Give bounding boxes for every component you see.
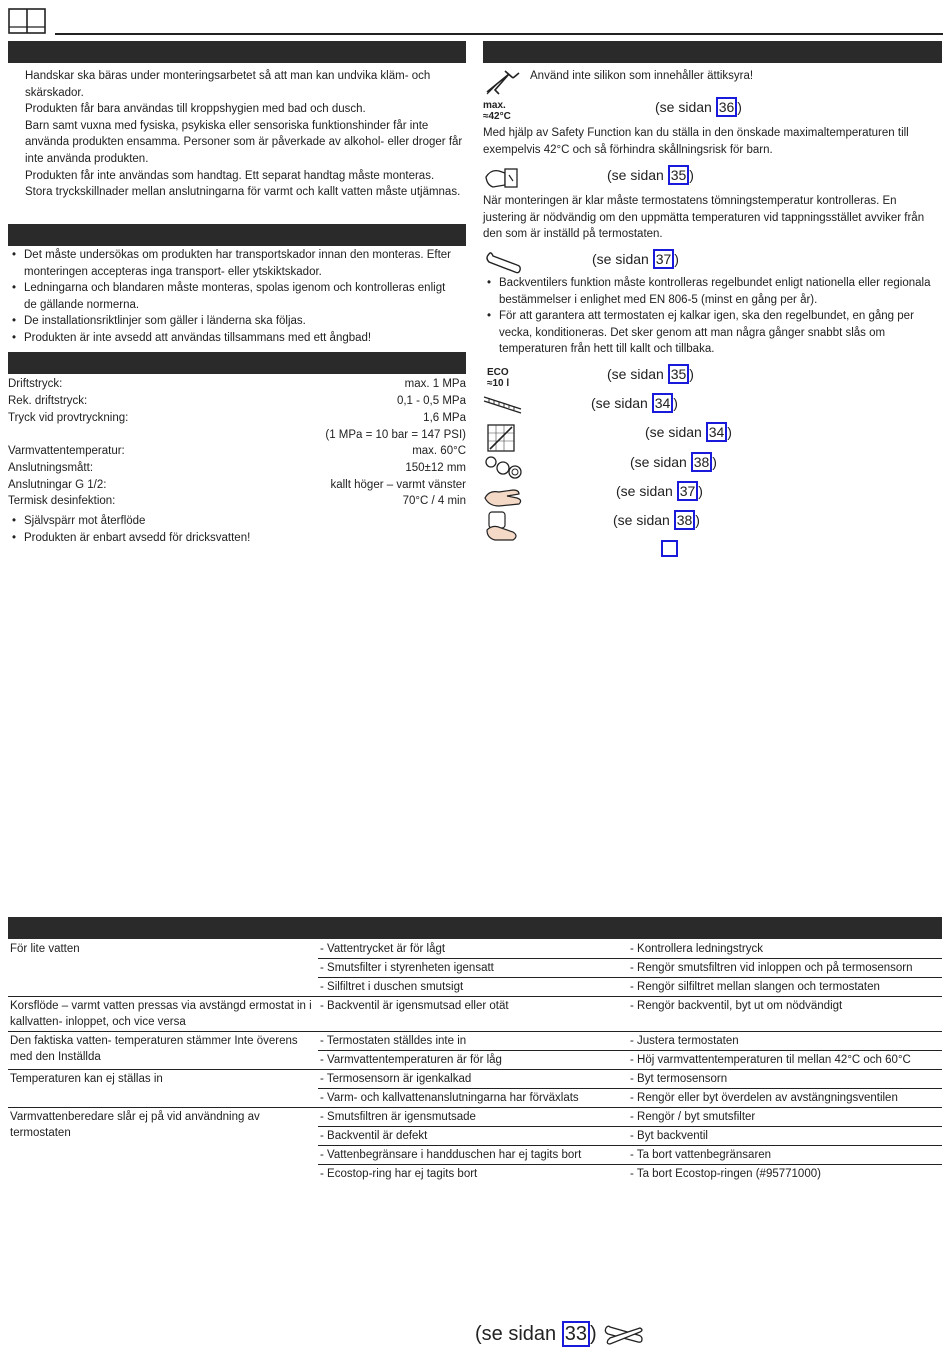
wrench-icon (483, 250, 523, 276)
tech-row: Termisk desinfektion: 70°C / 4 min (8, 495, 466, 507)
tech-bullet: • Självspärr mot återflöde (8, 513, 458, 530)
tech-row: Rek. driftstryck: 0,1 - 0,5 MPa (8, 395, 466, 407)
remedy-cell: - Höj varmvattentemperaturen til mellan 42°C och 60°C (628, 1051, 942, 1070)
see-page-ref: (se sidan 38 ) (630, 454, 717, 470)
cause-cell: - Smutsfiltren är igensmutsade (318, 1108, 628, 1127)
tech-row: Varmvattentemperatur: max. 60°C (8, 445, 466, 457)
page-link[interactable]: 34 (652, 393, 674, 413)
safety-paragraph: Handskar ska bäras under monteringsarbetet så att man kan undvika kläm- och skärskador. (25, 70, 431, 99)
cause-cell: - Ecostop-ring har ej tagits bort (318, 1165, 628, 1184)
table-row (8, 1032, 942, 1051)
see-page-ref: (se sidan 34 ) (645, 424, 732, 440)
thermostat-adjust-icon (483, 163, 519, 193)
silicone-note: Använd inte silikon som innehåller ättiksyra! (530, 70, 754, 82)
table-row (8, 1070, 942, 1089)
tech-row: Anslutningar G 1/2: kallt höger – varmt vänster (8, 479, 466, 491)
section-bar-technical (8, 352, 466, 374)
tech-row: Driftstryck: max. 1 MPa (8, 378, 466, 390)
table-row (8, 940, 942, 959)
remedy-cell: - Ta bort vattenbegränsaren (628, 1146, 942, 1165)
symptom-cell: Korsflöde – varmt vatten pressas via avstängd ermostat in i kallvatten- inloppet, och vice versa (8, 997, 318, 1032)
max-temperature-icon: max. ≈42°C (483, 100, 511, 122)
cause-cell: - Vattenbegränsare i handduschen har ej tagits bort (318, 1146, 628, 1165)
cause-cell: - Termostaten ställdes inte in (318, 1032, 628, 1051)
measurement-ruler-icon (483, 395, 523, 417)
section-bar-notes (483, 41, 942, 63)
page-link[interactable]: 36 (716, 97, 738, 117)
remedy-cell: - Kontrollera ledningstryck (630, 943, 763, 955)
remedy-cell: - Byt backventil (628, 1127, 942, 1146)
header-rule (55, 33, 943, 35)
installation-bullet: • Det måste undersökas om produkten har transportskador innan den monteras. Efter monteringen accepteras inga transport- eller ytskiktskador. (8, 247, 458, 280)
remedy-cell: - Rengör silfiltret mellan slangen och termostaten (628, 978, 942, 997)
table-row (8, 997, 942, 1032)
remedy-cell: - Ta bort Ecostop-ringen (#95771000) (628, 1165, 942, 1184)
remedy-cell: - Justera termostaten (628, 1032, 942, 1051)
page-link[interactable]: 33 (562, 1321, 590, 1347)
tech-row: Anslutningsmått: 150±12 mm (8, 462, 466, 474)
installation-bullet: • De installationsriktlinjer som gäller i länderna ska följas. (8, 313, 458, 330)
eco-icon: ECO ≈10 l (487, 367, 510, 389)
remedy-cell: - Rengör backventil, byt ut om nödvändigt (628, 997, 942, 1032)
page-link[interactable]: 34 (706, 422, 728, 442)
safety-paragraph: Stora tryckskillnader mellan anslutningarna för varmt och kallt vatten måste utjämnas. (25, 186, 461, 199)
spare-parts-icon (483, 454, 523, 480)
symptom-cell: Den faktiska vatten- temperaturen stämmer Inte överens med den Inställda (8, 1032, 318, 1070)
safety-section (25, 68, 465, 201)
installation-bullet: • Produkten är inte avsedd att användas tillsammans med ett ångbad! (8, 330, 458, 347)
see-page-ref: (se sidan 37 ) (592, 251, 679, 267)
installation-bullet: • Ledningarna och blandaren måste monteras, spolas igenom och kontrolleras enligt de gällande normerna. (8, 280, 458, 313)
table-row (8, 1108, 942, 1127)
safety-paragraph: Barn samt vuxna med fysiska, psykiska eller sensoriska funktionshinder får inte använda produkten ensamma. Personer som är påverkade av alkohol- eller droger får inte använda produkten. (25, 119, 463, 165)
remedy-cell: - Rengör eller byt överdelen av avstängningsventilen (628, 1089, 942, 1108)
remedy-cell: - Byt termosensorn (628, 1070, 942, 1089)
page-link[interactable]: 37 (653, 249, 675, 269)
cause-cell: - Varm- och kallvattenanslutningarna har förväxlats (318, 1089, 628, 1108)
maintenance-bullet: • Backventilers funktion måste kontrolleras regelbundet enligt nationella eller regionala bestämmelser i enlighet med EN 806-5 (minst en gång per år). (483, 275, 939, 308)
maintenance-list (483, 275, 939, 358)
cause-cell: - Varmvattentemperaturen är för låg (318, 1051, 628, 1070)
dimension-chart-icon (487, 424, 515, 452)
see-page-ref: (se sidan 36 ) (655, 99, 742, 115)
safety-function-text: Med hjälp av Safety Function kan du ställa in den önskade maximaltemperaturen till exempelvis 42°C och så förhindra skållningsrisk för barn. (483, 127, 909, 156)
symptom-cell: Varmvattenberedare slår ej på vid användning av termostaten (8, 1108, 318, 1184)
section-bar-troubleshooting (8, 917, 942, 939)
symptom-cell: För lite vatten (10, 943, 80, 955)
cause-cell: - Smutsfilter i styrenheten igensatt (318, 959, 628, 978)
section-bar-safety (8, 41, 466, 63)
manual-book-icon (8, 8, 46, 34)
page-link[interactable]: 37 (677, 481, 699, 501)
footer-see-page: (se sidan 33 ) (475, 1323, 597, 1345)
cause-cell: - Backventil är igensmutsad eller otät (318, 997, 628, 1032)
tech-row: (1 MPa = 10 bar = 147 PSI) (325, 429, 466, 441)
section-bar-installation (8, 224, 466, 246)
cause-cell: - Termosensorn är igenkalkad (318, 1070, 628, 1089)
tech-bullet: • Produkten är enbart avsedd för dricksvatten! (8, 530, 458, 547)
remedy-cell: - Rengör / byt smutsfilter (628, 1108, 942, 1127)
see-page-ref: (se sidan 38 ) (613, 512, 700, 528)
thermostat-text: När monteringen är klar måste termostatens tömningstemperatur kontrolleras. En justering är nödvändig om den uppmätta temperaturen vid tappningsstället avviker från den som är inställd på termostaten. (483, 195, 925, 241)
silicone-gun-icon (483, 68, 523, 96)
see-page-ref: (se sidan 35 ) (607, 167, 694, 183)
maintenance-bullet: • För att garantera att termostaten ej kalkar igen, ska den regelbundet, en gång per vecka, konditioneras. Det sker genom att man några gånger snabbt slås om temperaturen från hett till kallt och tillbaka. (483, 308, 939, 358)
cleaning-hand-icon (483, 482, 527, 510)
safety-paragraph: Produkten får bara användas till kroppshygien med bad och dusch. (25, 103, 366, 116)
cause-cell: - Silfiltret i duschen smutsigt (318, 978, 628, 997)
tech-row: Tryck vid provtryckning: 1,6 MPa (8, 412, 466, 424)
symptom-cell: Temperaturen kan ej ställas in (8, 1070, 318, 1108)
see-page-ref: (se sidan 37 ) (616, 483, 703, 499)
installation-list (8, 247, 458, 347)
cause-cell: - Backventil är defekt (318, 1127, 628, 1146)
remedy-cell: - Rengör smutsfiltren vid inloppen och på termosensorn (628, 959, 942, 978)
wrench-icon (602, 1322, 646, 1348)
tech-bullets (8, 513, 458, 546)
page-link[interactable]: 35 (668, 364, 690, 384)
page-link[interactable]: 38 (674, 510, 696, 530)
see-page-ref: (se sidan 35 ) (607, 366, 694, 382)
troubleshooting-table (8, 940, 942, 1183)
care-hand-icon (483, 510, 523, 542)
safety-paragraph: Produkten får inte användas som handtag. Ett separat handtag måste monteras. (25, 169, 435, 182)
cause-cell: - Vattentrycket är för lågt (320, 943, 446, 955)
page-link[interactable]: 35 (668, 165, 690, 185)
page-link[interactable]: 38 (691, 452, 713, 472)
empty-page-link[interactable] (661, 540, 678, 557)
see-page-ref: (se sidan 34 ) (591, 395, 678, 411)
